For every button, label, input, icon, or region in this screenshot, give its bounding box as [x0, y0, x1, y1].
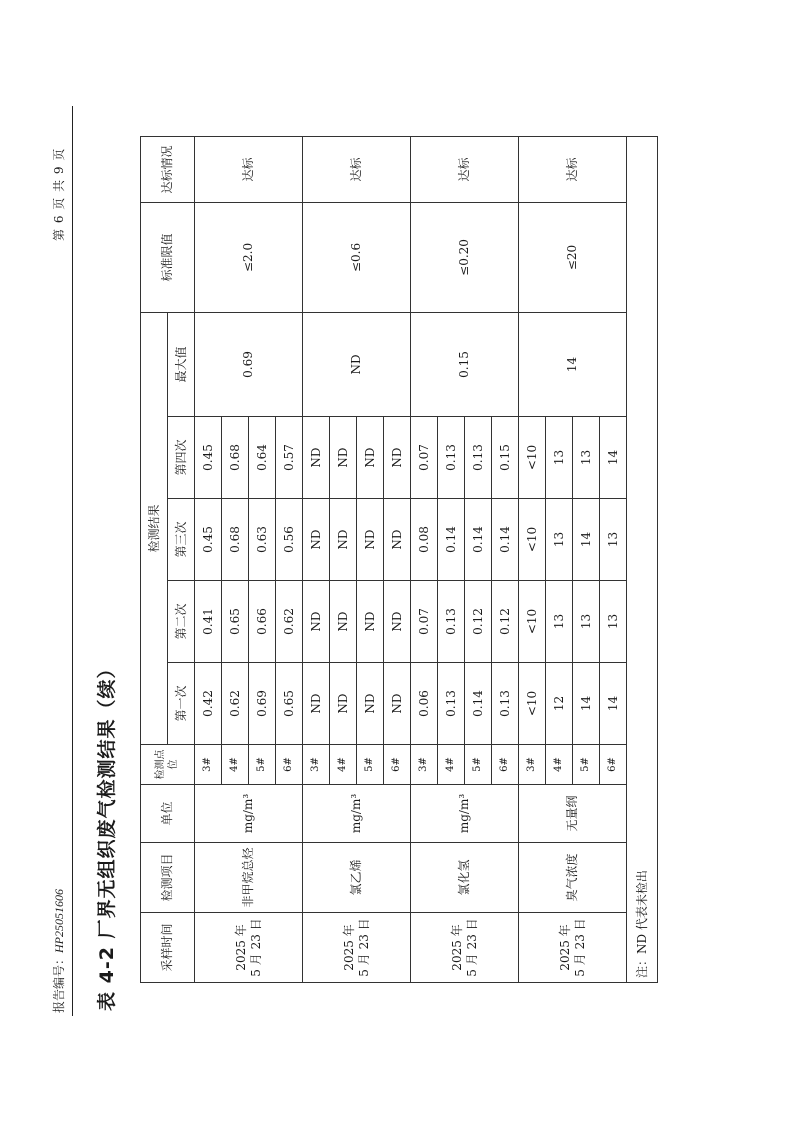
header-row-1: [141, 136, 168, 982]
result-run-4: 13: [546, 417, 573, 499]
result-run-1: 0.13: [438, 663, 465, 745]
max-value: ND: [303, 312, 411, 416]
result-run-1: 0.06: [411, 663, 438, 745]
result-run-4: ND: [303, 417, 330, 499]
header-time: 采样时间: [141, 913, 195, 983]
sampling-date-day: 5 月 23 日: [464, 918, 479, 977]
compliance-status: 达标: [411, 136, 519, 202]
result-run-2: 0.13: [438, 581, 465, 663]
result-run-2: 0.62: [276, 581, 303, 663]
result-run-3: 0.14: [465, 499, 492, 581]
result-run-2: 0.66: [249, 581, 276, 663]
result-run-4: ND: [330, 417, 357, 499]
max-value: 0.15: [411, 312, 519, 416]
result-run-2: 0.65: [222, 581, 249, 663]
result-run-3: 0.68: [222, 499, 249, 581]
result-run-2: ND: [384, 581, 411, 663]
sampling-date: [195, 913, 303, 983]
max-value: 14: [519, 312, 627, 416]
result-run-3: 0.14: [438, 499, 465, 581]
header-results: 检测结果: [141, 312, 168, 744]
sampling-point: 3#: [303, 745, 330, 785]
result-run-4: 0.07: [411, 417, 438, 499]
header-item: 检测项目: [141, 843, 195, 913]
result-run-3: 14: [573, 499, 600, 581]
header-point: 检测点位: [141, 745, 195, 785]
sampling-point: 3#: [519, 745, 546, 785]
header-divider: [72, 106, 73, 1016]
report-number: [50, 889, 67, 1013]
result-run-3: ND: [303, 499, 330, 581]
sampling-point: 6#: [492, 745, 519, 785]
compliance-status: 达标: [519, 136, 627, 202]
sampling-date-year: 2025 年: [233, 924, 248, 971]
result-run-2: 13: [600, 581, 627, 663]
result-run-3: <10: [519, 499, 546, 581]
result-run-1: 14: [573, 663, 600, 745]
note-row: [627, 136, 658, 982]
result-run-1: ND: [357, 663, 384, 745]
result-run-1: 0.42: [195, 663, 222, 745]
result-run-3: 0.14: [492, 499, 519, 581]
sampling-date-day: 5 月 23 日: [248, 918, 263, 977]
sampling-point: 4#: [330, 745, 357, 785]
sampling-point: 6#: [276, 745, 303, 785]
sampling-date-year: 2025 年: [341, 924, 356, 971]
table-note: 注：ND 代表未检出: [627, 136, 658, 982]
header-run-4: 第四次: [168, 417, 195, 499]
report-number-value: HP25051606: [52, 888, 66, 953]
sampling-date-year: 2025 年: [449, 924, 464, 971]
header-run-2: 第二次: [168, 581, 195, 663]
compliance-status: 达标: [303, 136, 411, 202]
result-run-4: 0.13: [465, 417, 492, 499]
sampling-point: 5#: [465, 745, 492, 785]
result-run-3: 13: [546, 499, 573, 581]
sampling-point: 4#: [222, 745, 249, 785]
page-indicator: 第 6 页 共 9 页: [52, 147, 66, 241]
result-run-3: 13: [600, 499, 627, 581]
unit: mg/m³: [303, 785, 411, 843]
header-status: 达标情况: [141, 136, 195, 202]
report-number-label: 报告编号：: [52, 952, 66, 1013]
sampling-date: [303, 913, 411, 983]
test-item: 非甲烷总烃: [195, 843, 303, 913]
test-item: 氯化氢: [411, 843, 519, 913]
header-run-3: 第三次: [168, 499, 195, 581]
result-run-4: 0.13: [438, 417, 465, 499]
result-run-4: 0.57: [276, 417, 303, 499]
result-run-2: ND: [330, 581, 357, 663]
result-run-4: ND: [357, 417, 384, 499]
unit: mg/m³: [411, 785, 519, 843]
sampling-point: 3#: [411, 745, 438, 785]
result-run-1: 0.65: [276, 663, 303, 745]
result-run-4: 0.68: [222, 417, 249, 499]
unit: 无量纲: [519, 785, 627, 843]
result-run-1: ND: [330, 663, 357, 745]
standard-limit: ≤20: [519, 202, 627, 312]
standard-limit: ≤2.0: [195, 202, 303, 312]
table-row: [411, 136, 438, 982]
result-run-3: ND: [357, 499, 384, 581]
result-run-2: 13: [546, 581, 573, 663]
result-run-4: 13: [573, 417, 600, 499]
result-run-2: 0.07: [411, 581, 438, 663]
result-run-4: ND: [384, 417, 411, 499]
result-run-4: 0.45: [195, 417, 222, 499]
compliance-status: 达标: [195, 136, 303, 202]
result-run-2: ND: [303, 581, 330, 663]
header-run-1: 第一次: [168, 663, 195, 745]
result-run-4: 0.64: [249, 417, 276, 499]
sampling-point: 6#: [600, 745, 627, 785]
sampling-point: 3#: [195, 745, 222, 785]
test-item: 氯乙烯: [303, 843, 411, 913]
sampling-date-day: 5 月 23 日: [572, 918, 587, 977]
sampling-point: 6#: [384, 745, 411, 785]
sampling-date-day: 5 月 23 日: [356, 918, 371, 977]
table-title: 表 4-2 厂界无组织废气检测结果（续）: [96, 658, 118, 1011]
sampling-point: 4#: [438, 745, 465, 785]
table-row: [519, 136, 546, 982]
result-run-3: 0.63: [249, 499, 276, 581]
sampling-point: 5#: [573, 745, 600, 785]
result-run-1: <10: [519, 663, 546, 745]
result-run-2: 0.12: [465, 581, 492, 663]
result-run-3: 0.08: [411, 499, 438, 581]
sampling-date: [411, 913, 519, 983]
table-row: [195, 136, 222, 982]
result-run-4: 14: [600, 417, 627, 499]
result-run-1: 0.13: [492, 663, 519, 745]
standard-limit: ≤0.6: [303, 202, 411, 312]
result-run-3: ND: [384, 499, 411, 581]
result-run-3: 0.56: [276, 499, 303, 581]
result-run-4: 0.15: [492, 417, 519, 499]
unit: mg/m³: [195, 785, 303, 843]
header-unit: 单位: [141, 785, 195, 843]
result-run-1: 0.69: [249, 663, 276, 745]
test-item: 臭气浓度: [519, 843, 627, 913]
result-run-1: 12: [546, 663, 573, 745]
result-run-2: <10: [519, 581, 546, 663]
result-run-1: ND: [384, 663, 411, 745]
result-run-1: 0.62: [222, 663, 249, 745]
result-run-2: 0.41: [195, 581, 222, 663]
result-run-3: ND: [330, 499, 357, 581]
results-table: [140, 136, 658, 983]
header-max: 最大值: [168, 312, 195, 416]
sampling-point: 4#: [546, 745, 573, 785]
result-run-2: 0.12: [492, 581, 519, 663]
result-run-1: 0.14: [465, 663, 492, 745]
result-run-3: 0.45: [195, 499, 222, 581]
sampling-point: 5#: [249, 745, 276, 785]
header-limit: 标准限值: [141, 202, 195, 312]
result-run-4: <10: [519, 417, 546, 499]
sampling-date-year: 2025 年: [557, 924, 572, 971]
result-run-2: ND: [357, 581, 384, 663]
result-run-2: 13: [573, 581, 600, 663]
result-run-1: 14: [600, 663, 627, 745]
max-value: 0.69: [195, 312, 303, 416]
table-row: [303, 136, 330, 982]
sampling-date: [519, 913, 627, 983]
sampling-point: 5#: [357, 745, 384, 785]
standard-limit: ≤0.20: [411, 202, 519, 312]
result-run-1: ND: [303, 663, 330, 745]
